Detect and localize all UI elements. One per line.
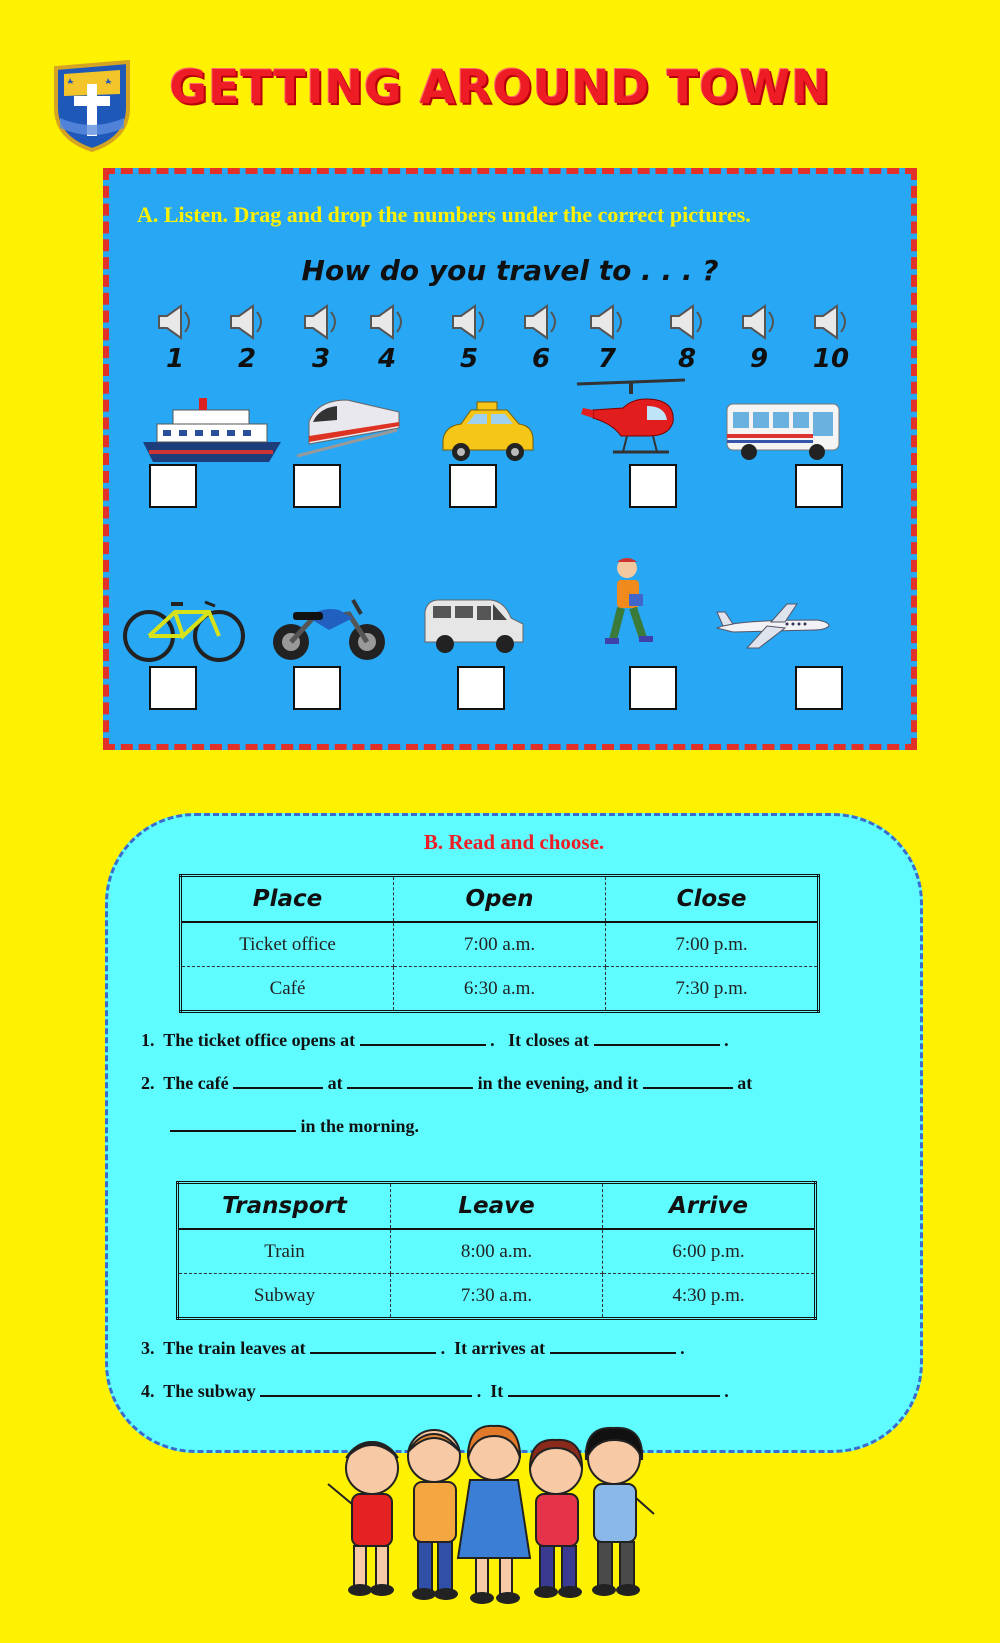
speaker-icon — [153, 302, 197, 342]
answer-blank[interactable] — [550, 1338, 676, 1354]
audio-number: 9 — [749, 344, 769, 374]
bicycle-picture — [121, 592, 241, 672]
question-1: 1. The ticket office opens at . It closes at . — [141, 1030, 729, 1050]
answer-blank[interactable] — [170, 1116, 296, 1132]
drop-box-ferry[interactable] — [149, 464, 197, 508]
audio-speaker-button[interactable] — [809, 302, 853, 382]
audio-number: 2 — [237, 344, 257, 374]
table-cell: 7:00 p.m. — [606, 922, 819, 967]
table-cell: Café — [181, 967, 394, 1012]
table-header: Leave — [391, 1183, 603, 1230]
audio-speaker-button[interactable] — [447, 302, 491, 382]
table-cell: 4:30 p.m. — [603, 1274, 816, 1319]
drop-box-bus[interactable] — [795, 464, 843, 508]
drop-box-train[interactable] — [293, 464, 341, 508]
place-hours-table — [179, 874, 820, 1013]
table-cell: 7:30 p.m. — [606, 967, 819, 1012]
audio-speaker-button[interactable] — [153, 302, 197, 382]
table-header: Arrive — [603, 1183, 816, 1230]
audio-number: 1 — [165, 344, 185, 374]
table-row — [181, 922, 819, 967]
audio-speaker-button[interactable] — [737, 302, 781, 382]
speaker-icon — [585, 302, 629, 342]
question-2: 2. The café at in the evening, and it at — [141, 1073, 753, 1093]
drop-box-walking[interactable] — [629, 666, 677, 710]
speaker-icon — [519, 302, 563, 342]
section-a-instruction: A. Listen. Drag and drop the numbers under the correct pictures. — [137, 202, 751, 227]
speaker-icon — [365, 302, 409, 342]
audio-speaker-button[interactable] — [365, 302, 409, 382]
transport-times-table — [176, 1181, 817, 1320]
audio-number: 4 — [377, 344, 397, 374]
table-cell: 6:30 a.m. — [394, 967, 606, 1012]
audio-number: 6 — [531, 344, 551, 374]
table-cell: 6:00 p.m. — [603, 1229, 816, 1274]
table-cell: 8:00 a.m. — [391, 1229, 603, 1274]
table-cell: Subway — [178, 1274, 391, 1319]
section-a-listening-panel — [103, 168, 917, 750]
speaker-icon — [299, 302, 343, 342]
helicopter-picture — [573, 374, 689, 466]
table-header: Open — [394, 876, 606, 923]
section-a-question: How do you travel to . . . ? — [301, 254, 719, 287]
table-cell: 7:30 a.m. — [391, 1274, 603, 1319]
table-header: Transport — [178, 1183, 391, 1230]
audio-number: 10 — [812, 344, 850, 374]
train-picture — [287, 386, 407, 466]
page-title: GETTING AROUND TOWN — [169, 60, 831, 114]
table-row — [181, 967, 819, 1012]
drop-box-airplane[interactable] — [795, 666, 843, 710]
answer-blank[interactable] — [594, 1030, 720, 1046]
answer-blank[interactable] — [360, 1030, 486, 1046]
audio-number: 5 — [459, 344, 479, 374]
motorcycle-picture — [269, 588, 389, 668]
walking-boy-picture — [599, 554, 659, 654]
van-picture — [419, 590, 529, 670]
speaker-icon — [809, 302, 853, 342]
answer-blank[interactable] — [347, 1073, 473, 1089]
answer-blank[interactable] — [233, 1073, 323, 1089]
drop-box-bicycle[interactable] — [149, 666, 197, 710]
audio-speaker-button[interactable] — [299, 302, 343, 382]
audio-speaker-button[interactable] — [519, 302, 563, 382]
table-cell: Ticket office — [181, 922, 394, 967]
table-row — [178, 1229, 816, 1274]
speaker-icon — [665, 302, 709, 342]
table-cell: 7:00 a.m. — [394, 922, 606, 967]
drop-box-van[interactable] — [457, 666, 505, 710]
speaker-icon — [737, 302, 781, 342]
drop-box-helicopter[interactable] — [629, 464, 677, 508]
answer-blank[interactable] — [260, 1381, 472, 1397]
question-3: 3. The train leaves at . It arrives at . — [141, 1338, 685, 1358]
airplane-picture — [713, 594, 833, 674]
answer-blank[interactable] — [508, 1381, 720, 1397]
speaker-icon — [225, 302, 269, 342]
table-cell: Train — [178, 1229, 391, 1274]
table-row — [178, 1274, 816, 1319]
audio-number: 7 — [597, 344, 617, 374]
table-header: Place — [181, 876, 394, 923]
question-4: 4. The subway . It . — [141, 1381, 729, 1401]
question-2-continued: in the morning. — [170, 1116, 419, 1137]
audio-number: 3 — [311, 344, 331, 374]
audio-speaker-button[interactable] — [225, 302, 269, 382]
table-header: Close — [606, 876, 819, 923]
speaker-icon — [447, 302, 491, 342]
ferry-picture — [139, 394, 285, 474]
audio-speaker-button[interactable] — [665, 302, 709, 382]
drop-box-motorcycle[interactable] — [293, 666, 341, 710]
answer-blank[interactable] — [643, 1073, 733, 1089]
section-b-reading-panel — [105, 813, 923, 1453]
children-illustration — [318, 1418, 658, 1618]
answer-blank[interactable] — [310, 1338, 436, 1354]
section-b-instruction: B. Read and choose. — [423, 830, 605, 854]
audio-number: 8 — [677, 344, 697, 374]
audio-speaker-button[interactable] — [585, 302, 629, 382]
drop-box-taxi[interactable] — [449, 464, 497, 508]
